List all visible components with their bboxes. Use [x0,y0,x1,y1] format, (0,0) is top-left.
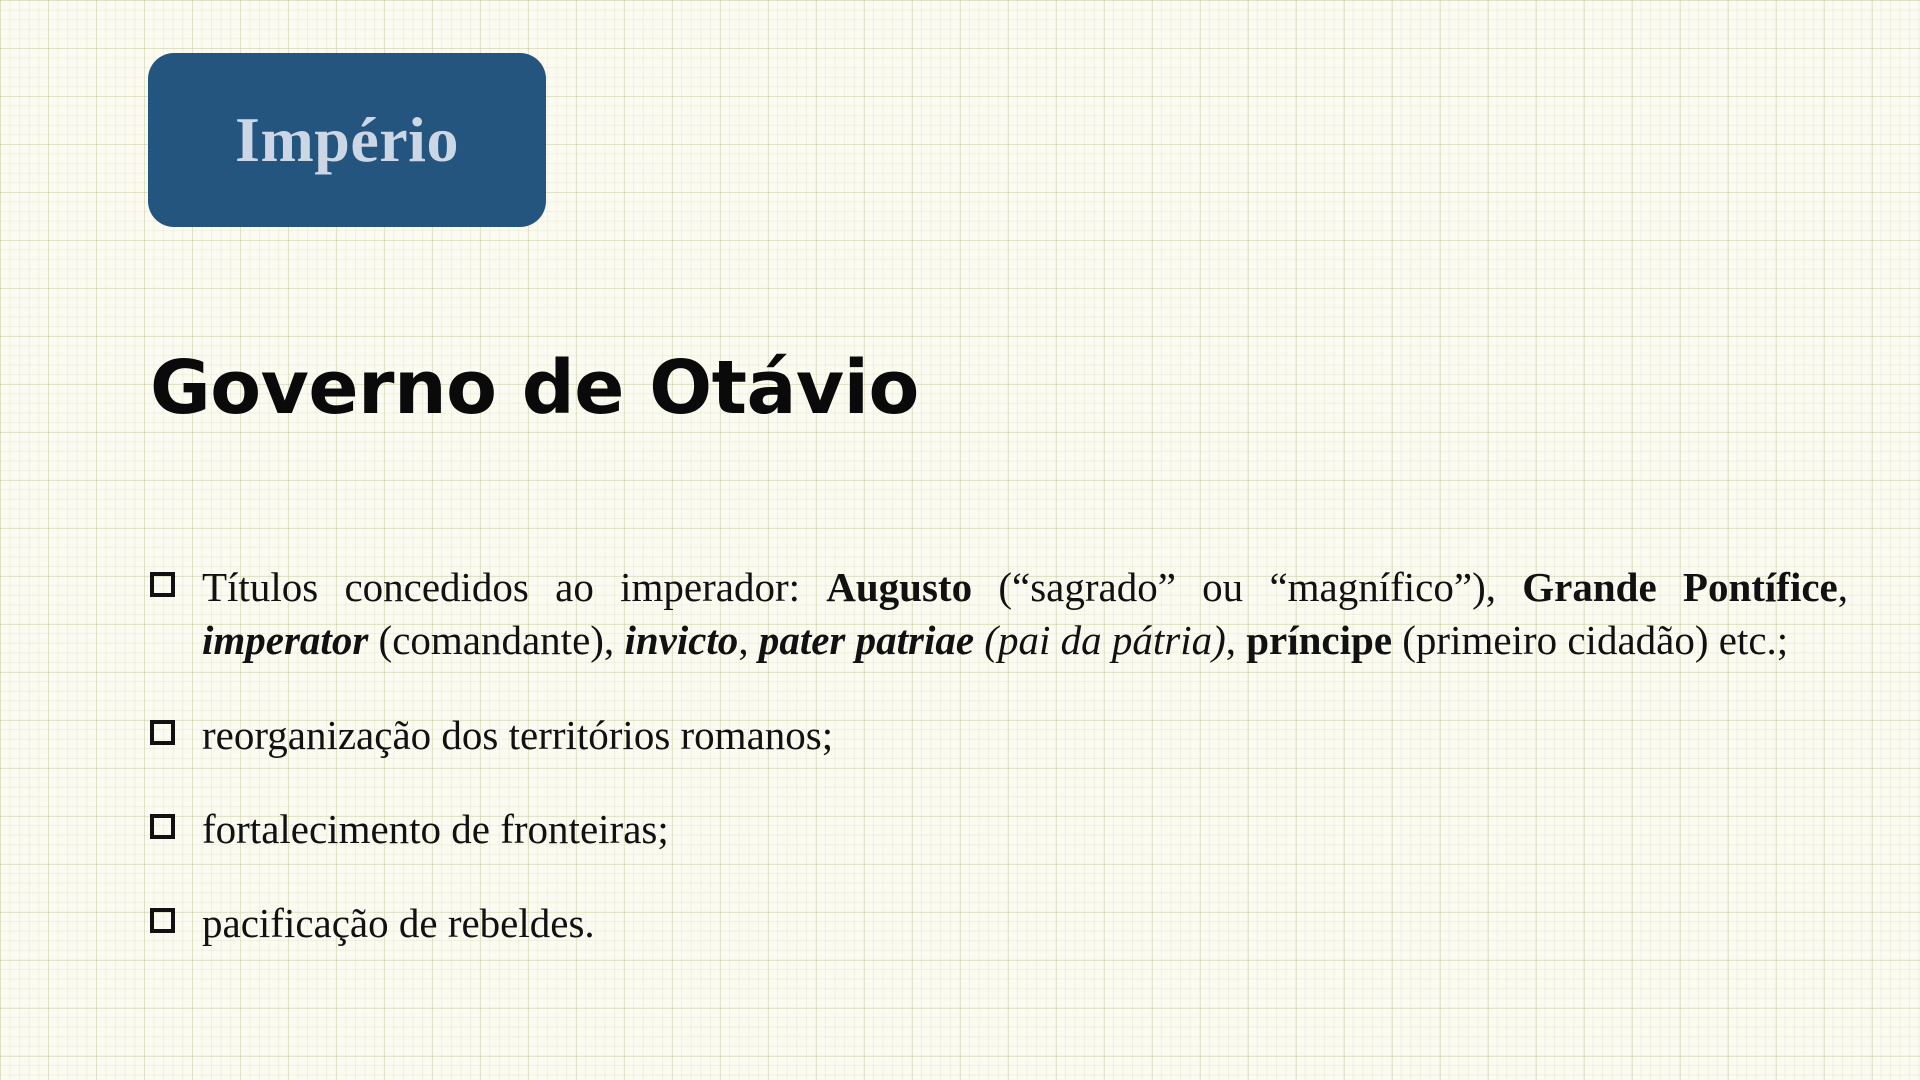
list-item-text: , [1837,564,1848,610]
list-item-text: Augusto [826,564,973,610]
list-item-text: (comandante), [368,617,625,664]
list-item-text: (“sagrado” ou “magnífico”), [972,564,1523,610]
list-item [148,897,1848,950]
list-item-text: pater patriae [758,617,975,664]
list-item-text: reorganização dos territórios romanos; [202,711,834,758]
checkbox-empty-icon [150,814,175,839]
checkbox-empty-icon [150,572,175,597]
topic-chip-label: Império [235,104,459,175]
list-item-text: príncipe [1246,617,1393,664]
list-item-text: , [1225,617,1247,664]
list-item-text: Grande Pontífice [1522,564,1838,610]
list-item-text: (pai da pátria) [974,617,1226,664]
list-item-text: pacificação de rebeldes. [202,900,595,947]
topic-chip [148,53,546,227]
list-item-text: Títulos concedidos ao imperador: [202,564,827,610]
bullet-list [148,520,1848,968]
list-item-text: fortalecimento de fronteiras; [202,805,669,852]
checkbox-empty-icon [150,908,175,933]
list-item [148,709,1848,762]
list-item-text: , [738,617,759,664]
list-item [148,561,1848,668]
list-item [148,803,1848,856]
list-item-text: (primeiro cidadão) etc.; [1392,617,1789,664]
list-item-text: imperator [202,617,369,664]
page-title: Governo de Otávio [150,344,919,431]
checkbox-empty-icon [150,720,175,745]
list-item-text: invicto [624,617,739,664]
